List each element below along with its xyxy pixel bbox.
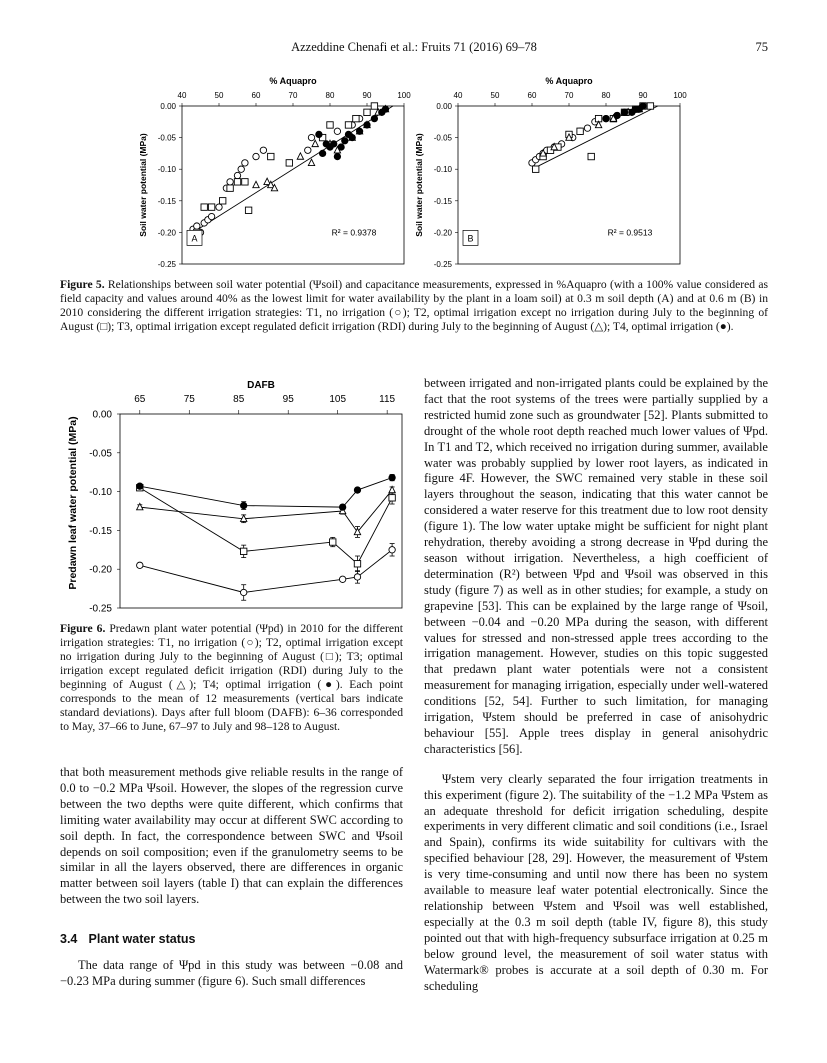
page-number: 75 bbox=[755, 40, 768, 54]
x-tick-label: 90 bbox=[362, 91, 372, 100]
data-point-t1 bbox=[238, 166, 244, 172]
data-point-t4 bbox=[342, 138, 348, 144]
data-point-t2 bbox=[234, 179, 240, 185]
y-axis-label: Soil water potential (MPa) bbox=[138, 133, 148, 237]
r-squared-label: R² = 0.9378 bbox=[331, 227, 377, 238]
x-tick-label: 115 bbox=[379, 394, 396, 405]
data-point-t1 bbox=[216, 204, 222, 210]
right-paragraph-1: between irrigated and non-irrigated plants could be explained by the fact that the root systems of the trees were partially supplied by a restricted humid zone such as groundwater [52]. Plants submitted to drought of the whole root depth reached much lower values of Ψpd. In T1 and T2, which received no irrigation during summer, available water was probably supplied by lower root layers, as indicated in figure 4F. However, the SWC remained very stable in these soil layers throughout the season, indicating that this water cannot be considered a water reserve for this treatment due to low root density (figure 1). The low water uptake might be sufficient for night plant rehydration, thereby avoiding a strong decrease in Ψpd during the season without irrigation. Nevertheless, a high coefficient of determination (R²) between Ψpd and Ψsoil was observed in this study (figure 7) as well as in other studies; for example, a study on grapevine [53]. This can be explained by the large range of Ψsoil, between −0.04 and −0.20 MPa during the season, with different values for stressed and non-stressed apple trees according to the irrigation management. However, studies on this topic suggested that predawn plant water potentials were not a consistent measurement for managing irrigation, especially under well-watered conditions [52, 54]. Further to such limitation, for managing irrigation, Ψstem should be preferred in case of anisohydric behaviour [55]. Apple trees display in general anisohydric characteristics [56]. bbox=[424, 376, 768, 756]
data-point-t2 bbox=[220, 198, 226, 204]
data-point-t2 bbox=[245, 207, 251, 213]
x-tick-label: 60 bbox=[251, 91, 261, 100]
data-point-t2 bbox=[327, 122, 333, 128]
figure5-text: Relationships between soil water potential (Ψsoil) and capacitance measurements, expressed in %Aquapro (with a 100% value considered as field capacity and values around 40% as the lowest limit for water availability by the plant in a loam soil) at 0.3 m soil depth (A) and at 0.6 m (B) in 2010 considering the different irrigation strategies: T1, no irrigation (○); T2, optimal irrigation except no irrigation during July to the beginning of August (□); T3, optimal irrigation except regulated deficit irrigation (RDI) during July to the beginning of August (△); T4, optimal irrigation (●). bbox=[60, 278, 768, 333]
data-point-t2 bbox=[345, 122, 351, 128]
y-axis-label: Predawn leaf water potential (MPa) bbox=[67, 416, 79, 590]
data-point-t2 bbox=[330, 539, 336, 545]
series-line-t3 bbox=[140, 490, 392, 532]
right-paragraph-2: Ψstem very clearly separated the four irrigation treatments in this experiment (figure 2). The suitability of the −1.2 MPa Ψstem as an adequate threshold for deficit irrigation scheduling, despite experiments in very different climatic and soil conditions (i.e., Israel and Spain), confirms its wide suitability for cultivars with the specified behaviour [28, 29]. However, the measurement of Ψstem is very time-consuming and until now there has been no system available to measure leaf water potential electronically. Since the relationship between Ψstem and Ψsoil was well established, especially at the 0.3 m soil depth (table IV, figure 8), this study pointed out that with high-frequency subsurface irrigation at 0.25 m below ground level, the measurement of soil water status with Watermark® probes is accurate at a soil depth of 0.30 m. For scheduling bbox=[424, 771, 768, 993]
section-heading bbox=[60, 932, 403, 948]
data-point-t2 bbox=[268, 153, 274, 159]
data-point-t3 bbox=[137, 503, 143, 509]
y-tick-label: -0.20 bbox=[433, 228, 452, 238]
data-point-t3 bbox=[297, 153, 303, 159]
x-tick-label: 70 bbox=[288, 91, 298, 100]
regression-line bbox=[193, 106, 393, 232]
plot-frame bbox=[182, 106, 404, 264]
data-point-t4 bbox=[319, 150, 325, 156]
data-point-t4 bbox=[614, 112, 620, 118]
x-tick-label: 95 bbox=[282, 394, 294, 405]
data-point-t2 bbox=[389, 495, 395, 501]
y-tick-label: -0.25 bbox=[157, 260, 176, 269]
series-line-t4 bbox=[140, 478, 392, 507]
data-point-t1 bbox=[242, 160, 248, 166]
figure6-text: Predawn plant water potential (Ψpd) in 2010 for the different irrigation strategies: T1, no irrigation (○); T2, optimal irrigation except no irrigation during July to the beginning of August (□); T3; optimal irrigation except regulated deficit irrigation (RDI) during July to the beginning of August (△); T4; optimal irrigation (●). Each point corresponds to the mean of 12 measurements (vertical bars indicate standard deviations). Days after full bloom (DAFB): 6–36 corresponded to May, 37–66 to June, 67–97 to July and 98–128 to August. bbox=[60, 622, 403, 733]
data-point-t4 bbox=[371, 115, 377, 121]
x-tick-label: 50 bbox=[490, 91, 500, 100]
data-point-t2 bbox=[208, 204, 214, 210]
x-tick-label: 40 bbox=[177, 91, 187, 100]
data-point-t1 bbox=[137, 562, 143, 568]
regression-line bbox=[532, 106, 658, 169]
data-point-t3 bbox=[253, 181, 259, 187]
left-column bbox=[60, 765, 403, 990]
x-tick-label: 40 bbox=[453, 91, 463, 100]
data-point-t4 bbox=[240, 502, 246, 508]
figure5-caption bbox=[60, 278, 768, 334]
figure5-panel-a bbox=[132, 72, 422, 272]
data-point-t2 bbox=[533, 166, 539, 172]
data-point-t2 bbox=[647, 103, 653, 109]
data-point-t2 bbox=[353, 115, 359, 121]
x-tick-label: 90 bbox=[638, 91, 648, 100]
left-paragraph-1: that both measurement methods give reliable results in the range of 0.0 to −0.2 MPa Ψsoil. However, the slopes of the regression curve between the two depths were quite different, which confirms that limiting water availability may occur at different SWC according to soil depth. In fact, the correspondence between SWC and Ψsoil depends on soil composition; even if the granulometry seems to be similar in all the layers observed, there are differences in organic matter between soil layers (table I) that can explain the differences between the two soil layers. bbox=[60, 765, 403, 907]
x-tick-label: 70 bbox=[564, 91, 574, 100]
data-point-t2 bbox=[201, 204, 207, 210]
data-point-t2 bbox=[240, 548, 246, 554]
data-point-t3 bbox=[308, 159, 314, 165]
x-tick-label: 100 bbox=[397, 91, 411, 100]
figure6-caption bbox=[60, 622, 403, 734]
data-point-t4 bbox=[338, 144, 344, 150]
y-axis-label: Soil water potential (MPa) bbox=[414, 133, 424, 237]
data-point-t3 bbox=[312, 140, 318, 146]
data-point-t4 bbox=[137, 483, 143, 489]
x-tick-label: 65 bbox=[134, 394, 146, 405]
y-tick-label: -0.25 bbox=[89, 603, 112, 615]
data-point-t4 bbox=[640, 103, 646, 109]
data-point-t4 bbox=[334, 153, 340, 159]
data-point-t2 bbox=[588, 153, 594, 159]
y-tick-label: -0.15 bbox=[89, 525, 112, 537]
panel-label: A bbox=[191, 233, 198, 244]
y-tick-label: -0.10 bbox=[157, 165, 176, 175]
data-point-t1 bbox=[305, 147, 311, 153]
plot-frame bbox=[458, 106, 680, 264]
data-point-t1 bbox=[194, 223, 200, 229]
r-squared-label: R² = 0.9513 bbox=[607, 227, 653, 238]
data-point-t4 bbox=[364, 122, 370, 128]
data-point-t1 bbox=[308, 134, 314, 140]
y-tick-label: -0.15 bbox=[157, 196, 176, 206]
figure6-label: Figure 6. bbox=[60, 622, 106, 635]
figure6-chart bbox=[62, 376, 406, 616]
y-tick-label: 0.00 bbox=[436, 102, 452, 111]
data-point-t4 bbox=[354, 487, 360, 493]
left-paragraph-2: The data range of Ψpd in this study was between −0.08 and −0.23 MPa during summer (figure 6). Such small differences bbox=[60, 958, 403, 988]
data-point-t4 bbox=[389, 474, 395, 480]
chart-title: % Aquapro bbox=[269, 76, 317, 86]
x-tick-label: 80 bbox=[601, 91, 611, 100]
x-tick-label: 80 bbox=[325, 91, 335, 100]
data-point-t2 bbox=[364, 109, 370, 115]
data-point-t1 bbox=[339, 576, 345, 582]
data-point-t1 bbox=[260, 147, 266, 153]
x-tick-label: 85 bbox=[233, 394, 245, 405]
data-point-t2 bbox=[286, 160, 292, 166]
y-tick-label: -0.20 bbox=[157, 228, 176, 238]
y-tick-label: -0.25 bbox=[433, 260, 452, 269]
data-point-t1 bbox=[208, 213, 214, 219]
y-tick-label: 0.00 bbox=[92, 409, 112, 421]
x-tick-label: 105 bbox=[329, 394, 347, 405]
series-line-t2 bbox=[140, 488, 392, 564]
running-head: Azzeddine Chenafi et al.: Fruits 71 (2016) 69–78 bbox=[291, 40, 537, 54]
series-line-t1 bbox=[140, 550, 392, 593]
data-point-t1 bbox=[227, 179, 233, 185]
x-tick-label: 60 bbox=[527, 91, 537, 100]
y-tick-label: -0.20 bbox=[89, 564, 112, 576]
data-point-t2 bbox=[242, 179, 248, 185]
data-point-t4 bbox=[603, 115, 609, 121]
y-tick-label: -0.05 bbox=[433, 133, 452, 143]
y-tick-label: -0.10 bbox=[89, 487, 112, 499]
data-point-t1 bbox=[334, 128, 340, 134]
data-point-t2 bbox=[227, 185, 233, 191]
data-point-t1 bbox=[584, 125, 590, 131]
data-point-t4 bbox=[331, 141, 337, 147]
x-tick-label: 100 bbox=[673, 91, 687, 100]
section-number: 3.4 bbox=[60, 932, 78, 947]
x-tick-label: 75 bbox=[183, 394, 195, 405]
y-tick-label: -0.05 bbox=[89, 448, 112, 460]
data-point-t4 bbox=[316, 131, 322, 137]
figure5-label: Figure 5. bbox=[60, 278, 105, 291]
y-tick-label: -0.10 bbox=[433, 165, 452, 175]
data-point-t1 bbox=[253, 153, 259, 159]
panel-label: B bbox=[467, 233, 474, 244]
y-tick-label: -0.15 bbox=[433, 196, 452, 206]
data-point-t2 bbox=[354, 561, 360, 567]
data-point-t4 bbox=[349, 134, 355, 140]
data-point-t1 bbox=[240, 589, 246, 595]
chart-title: DAFB bbox=[247, 380, 275, 391]
y-tick-label: -0.05 bbox=[157, 133, 176, 143]
chart-title: % Aquapro bbox=[545, 76, 593, 86]
data-point-t4 bbox=[382, 106, 388, 112]
data-point-t4 bbox=[339, 504, 345, 510]
figure5-panel-b bbox=[408, 72, 698, 272]
data-point-t4 bbox=[356, 128, 362, 134]
data-point-t4 bbox=[621, 109, 627, 115]
data-point-t2 bbox=[577, 128, 583, 134]
x-tick-label: 50 bbox=[214, 91, 224, 100]
data-point-t1 bbox=[234, 172, 240, 178]
data-point-t1 bbox=[354, 574, 360, 580]
right-column bbox=[424, 376, 768, 994]
y-tick-label: 0.00 bbox=[160, 102, 176, 111]
data-point-t1 bbox=[389, 547, 395, 553]
section-title: Plant water status bbox=[88, 932, 196, 947]
data-point-t2 bbox=[371, 103, 377, 109]
